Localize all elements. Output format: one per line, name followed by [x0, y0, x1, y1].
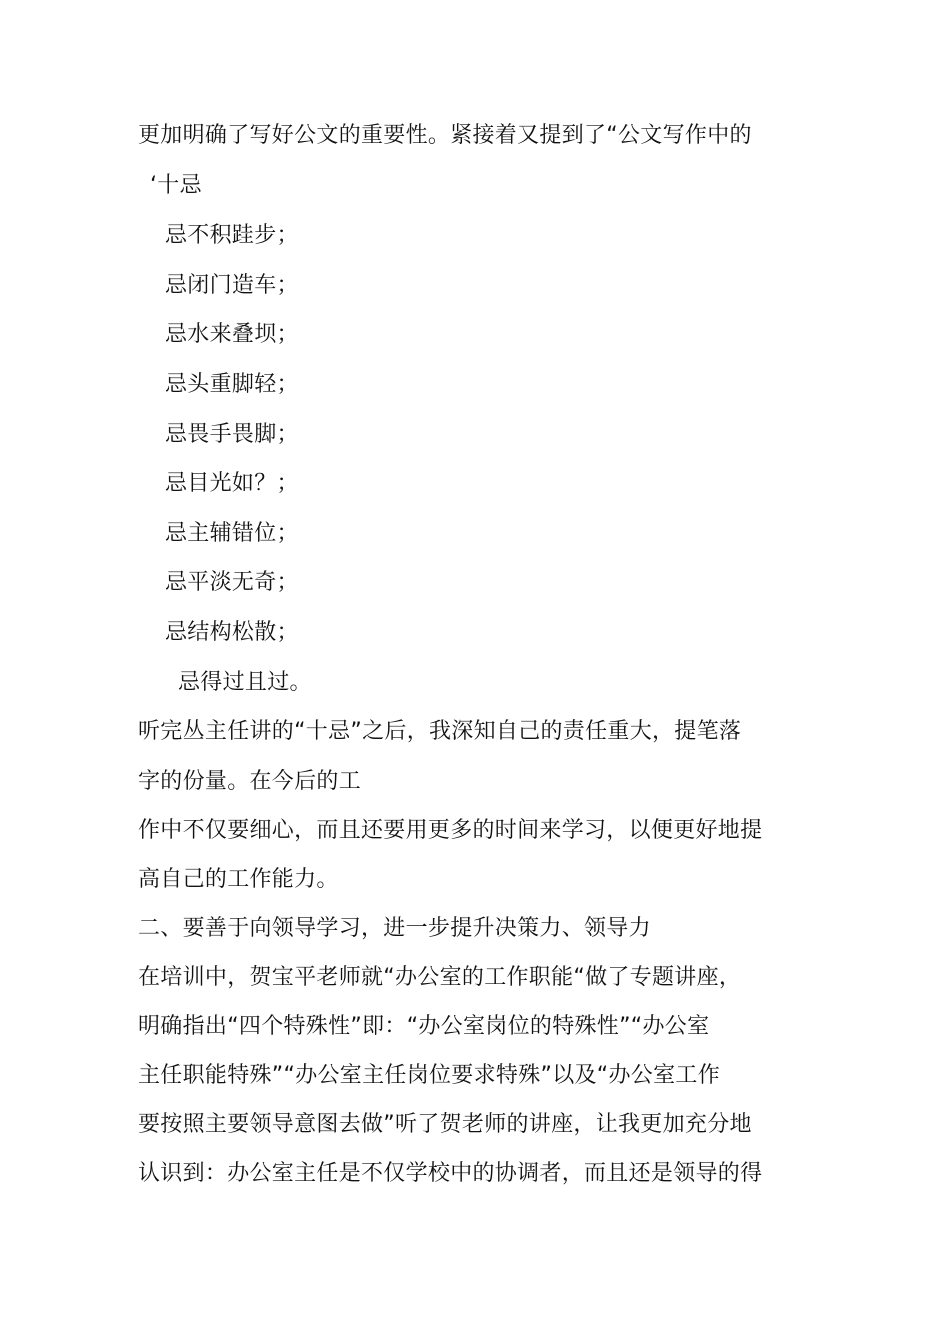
paragraph-line: 要按照主要领导意图去做”听了贺老师的讲座，让我更加充分地	[138, 1112, 752, 1137]
list-item: 忌畏手畏脚；	[165, 422, 299, 447]
list-item: 忌目光如？；	[165, 471, 299, 496]
paragraph-line: 作中不仅要细心，而且还要用更多的时间来学习，以便更好地提	[138, 818, 763, 843]
paragraph-line: 高自己的工作能力。	[138, 867, 339, 892]
list-item: 忌头重脚轻；	[165, 372, 299, 397]
paragraph-line: 字的份量。在今后的工	[138, 769, 362, 794]
paragraph-line: 明确指出“四个特殊性”即：“办公室岗位的特殊性”“办公室	[138, 1014, 710, 1039]
list-item: 忌平淡无奇；	[165, 570, 299, 595]
paragraph-line: 主任职能特殊”“办公室主任岗位要求特殊”以及“办公室工作	[138, 1063, 720, 1088]
section-heading: 二、要善于向领导学习，进一步提升决策力、领导力	[138, 916, 651, 941]
list-item: 忌主辅错位；	[165, 521, 299, 546]
list-item: 忌不积跬步；	[165, 223, 299, 248]
list-item: 忌闭门造车；	[165, 273, 299, 298]
paragraph-line: 认识到：办公室主任是不仅学校中的协调者，而且还是领导的得	[138, 1161, 763, 1186]
paragraph-line: ‘十忌	[150, 173, 202, 198]
list-item: 忌结构松散；	[165, 620, 299, 645]
paragraph-line: 更加明确了写好公文的重要性。紧接着又提到了“公文写作中的	[138, 123, 752, 148]
paragraph-line: 听完丛主任讲的“十忌”之后，我深知自己的责任重大，提笔落	[138, 719, 742, 744]
list-item: 忌水来叠坝；	[165, 322, 299, 347]
paragraph-line: 在培训中，贺宝平老师就“办公室的工作职能“做了专题讲座，	[138, 965, 742, 990]
list-item: 忌得过且过。	[178, 670, 312, 695]
